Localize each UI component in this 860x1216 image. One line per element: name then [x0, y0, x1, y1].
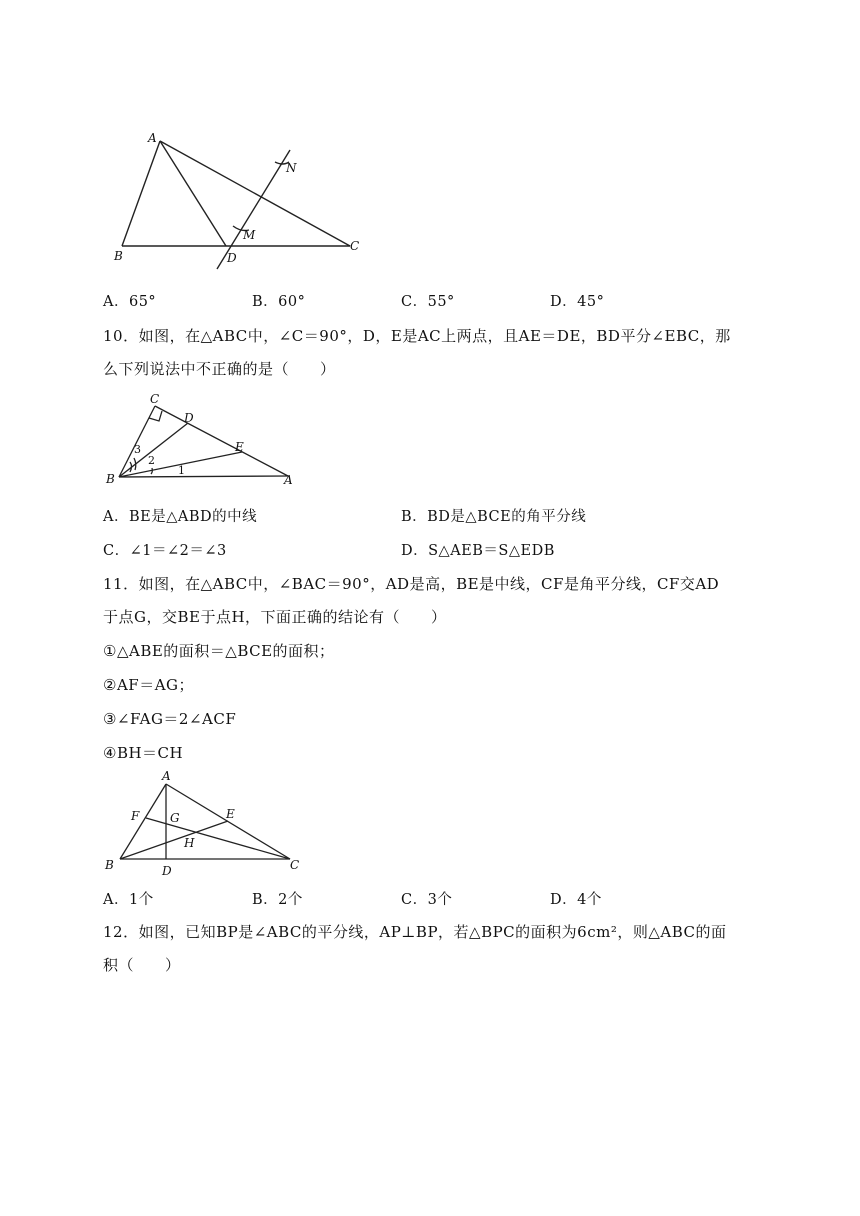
q10-text-line1: 10．如图，在△ABC中，∠C＝90°，D，E是AC上两点，且AE＝DE，BD平分∠EBC，那 — [103, 327, 731, 345]
figure-q10 — [100, 390, 310, 490]
angle-1: 1 — [178, 464, 185, 477]
label-N: N — [286, 161, 297, 175]
label-A: A — [148, 131, 157, 145]
q12-text-line1: 12．如图，已知BP是∠ABC的平分线，AP⊥BP，若△BPC的面积为6cm²，则△ABC的面 — [103, 923, 727, 941]
label-A: A — [162, 769, 171, 783]
q11-option-c: C．3个 — [401, 892, 453, 908]
label-C: C — [290, 858, 300, 872]
q11-option-d: D．4个 — [550, 892, 602, 908]
q9-option-b: B．60° — [252, 294, 306, 310]
q9-option-c: C．55° — [401, 294, 455, 310]
label-B: B — [105, 858, 114, 872]
label-G: G — [170, 811, 180, 825]
q11-option-a: A．1个 — [103, 892, 154, 908]
q11-item-2: ②AF＝AG； — [103, 676, 195, 694]
q11-item-1: ①△ABE的面积＝△BCE的面积； — [103, 642, 335, 660]
q10-option-c: C．∠1＝∠2＝∠3 — [103, 543, 227, 559]
label-E: E — [235, 440, 244, 454]
q11-text-line1: 11．如图，在△ABC中，∠BAC＝90°，AD是高，BE是中线，CF是角平分线，CF交AD — [103, 575, 720, 593]
label-D: D — [227, 251, 237, 265]
label-C: C — [350, 239, 360, 253]
figure-q9 — [100, 128, 380, 273]
q12-text-line2: 积（ ） — [103, 956, 181, 974]
label-B: B — [106, 472, 115, 486]
label-F: F — [131, 809, 140, 823]
q10-option-a: A．BE是△ABD的中线 — [103, 509, 258, 525]
q10-text-line2: 么下列说法中不正确的是（ ） — [103, 360, 336, 378]
q11-text-line2: 于点G，交BE于点H，下面正确的结论有（ ） — [103, 608, 447, 626]
label-D: D — [162, 864, 172, 878]
figure-q11 — [100, 768, 310, 880]
label-D: D — [184, 411, 194, 425]
q11-option-b: B．2个 — [252, 892, 303, 908]
q10-option-b: B．BD是△BCE的角平分线 — [401, 509, 587, 525]
angle-2: 2 — [148, 454, 155, 467]
q11-item-3: ③∠FAG＝2∠ACF — [103, 710, 237, 728]
label-C: C — [150, 392, 160, 406]
angle-3: 3 — [134, 443, 141, 456]
label-B: B — [114, 249, 123, 263]
q11-item-4: ④BH＝CH — [103, 744, 184, 762]
label-H: H — [184, 836, 195, 850]
label-M: M — [243, 228, 256, 242]
q10-option-d: D．S△AEB＝S△EDB — [401, 543, 555, 559]
q9-option-a: A．65° — [103, 294, 157, 310]
label-A: A — [284, 473, 293, 487]
label-E: E — [226, 807, 235, 821]
q9-option-d: D．45° — [550, 294, 605, 310]
